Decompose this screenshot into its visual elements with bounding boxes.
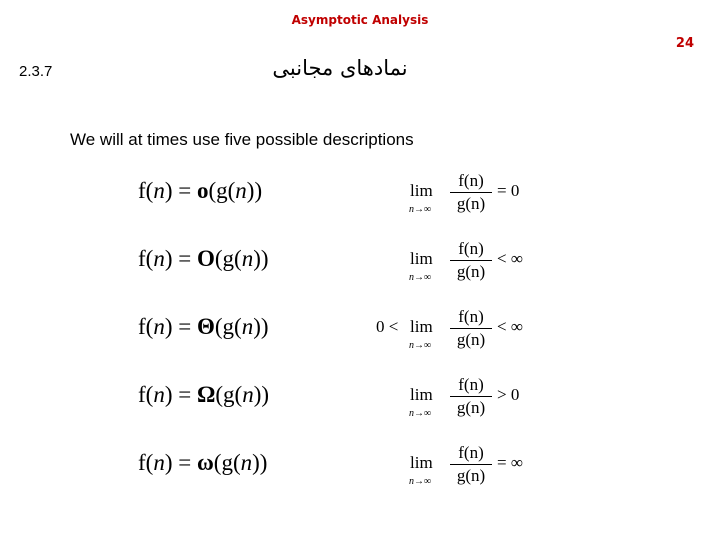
limit-relation: = ∞ [497,453,523,472]
limit-subscript: n→∞ [409,476,432,487]
limit-operator: lim [410,453,433,472]
page-number: 24 [675,36,694,51]
fraction-denominator: g(n) [456,262,486,281]
intro-text: We will at times use five possible descriptions [70,130,414,149]
limit-subscript: n→∞ [409,272,432,283]
limit-fraction [450,442,492,487]
fraction-denominator: g(n) [456,398,486,417]
notation-row-theta [0,306,720,374]
limit-operator: lim [410,249,433,268]
notation-definition: f(n) = O(g(n)) [138,246,269,271]
limit-subscript: n→∞ [409,408,432,419]
header-title: Asymptotic Analysis [291,13,429,27]
limit-subscript: n→∞ [409,340,432,351]
notation-definition: f(n) = ω(g(n)) [138,450,268,475]
notation-row-omega [0,374,720,442]
section-number: 2.3.7 [19,63,53,80]
notation-symbol: Ω [196,382,216,407]
fraction-denominator: g(n) [456,330,486,349]
limit-fraction [450,238,492,283]
notation-definition: f(n) = Θ(g(n)) [138,314,269,339]
limit-relation: < ∞ [497,317,523,336]
limit-relation: < ∞ [497,249,523,268]
limit-operator: lim [410,385,433,404]
fraction-numerator: f(n) [450,442,492,465]
notation-definition: f(n) = o(g(n)) [138,178,263,203]
fraction-numerator: f(n) [450,374,492,397]
persian-title: نمادهای مجانبی [272,56,408,80]
limit-subscript: n→∞ [409,204,432,215]
limit-relation: = 0 [497,181,520,200]
limit-prefix: 0 < [376,317,399,336]
fraction-denominator: g(n) [456,466,486,485]
limit-operator: lim [410,317,433,336]
limit-operator: lim [410,181,433,200]
fraction-numerator: f(n) [450,170,492,193]
limit-fraction [450,306,492,351]
notation-symbol: O [196,246,215,271]
limit-fraction [450,170,492,215]
notation-symbol: ω [196,450,214,475]
notation-definition: f(n) = Ω(g(n)) [138,382,270,407]
fraction-denominator: g(n) [456,194,486,213]
limit-relation: > 0 [497,385,520,404]
notation-symbol: Θ [196,314,215,339]
notation-symbol: o [196,178,209,203]
notation-row-little-omega [0,442,720,510]
fraction-numerator: f(n) [450,238,492,261]
notation-row-little-o [0,170,720,238]
fraction-numerator: f(n) [450,306,492,329]
limit-fraction [450,374,492,419]
notation-row-big-o [0,238,720,306]
